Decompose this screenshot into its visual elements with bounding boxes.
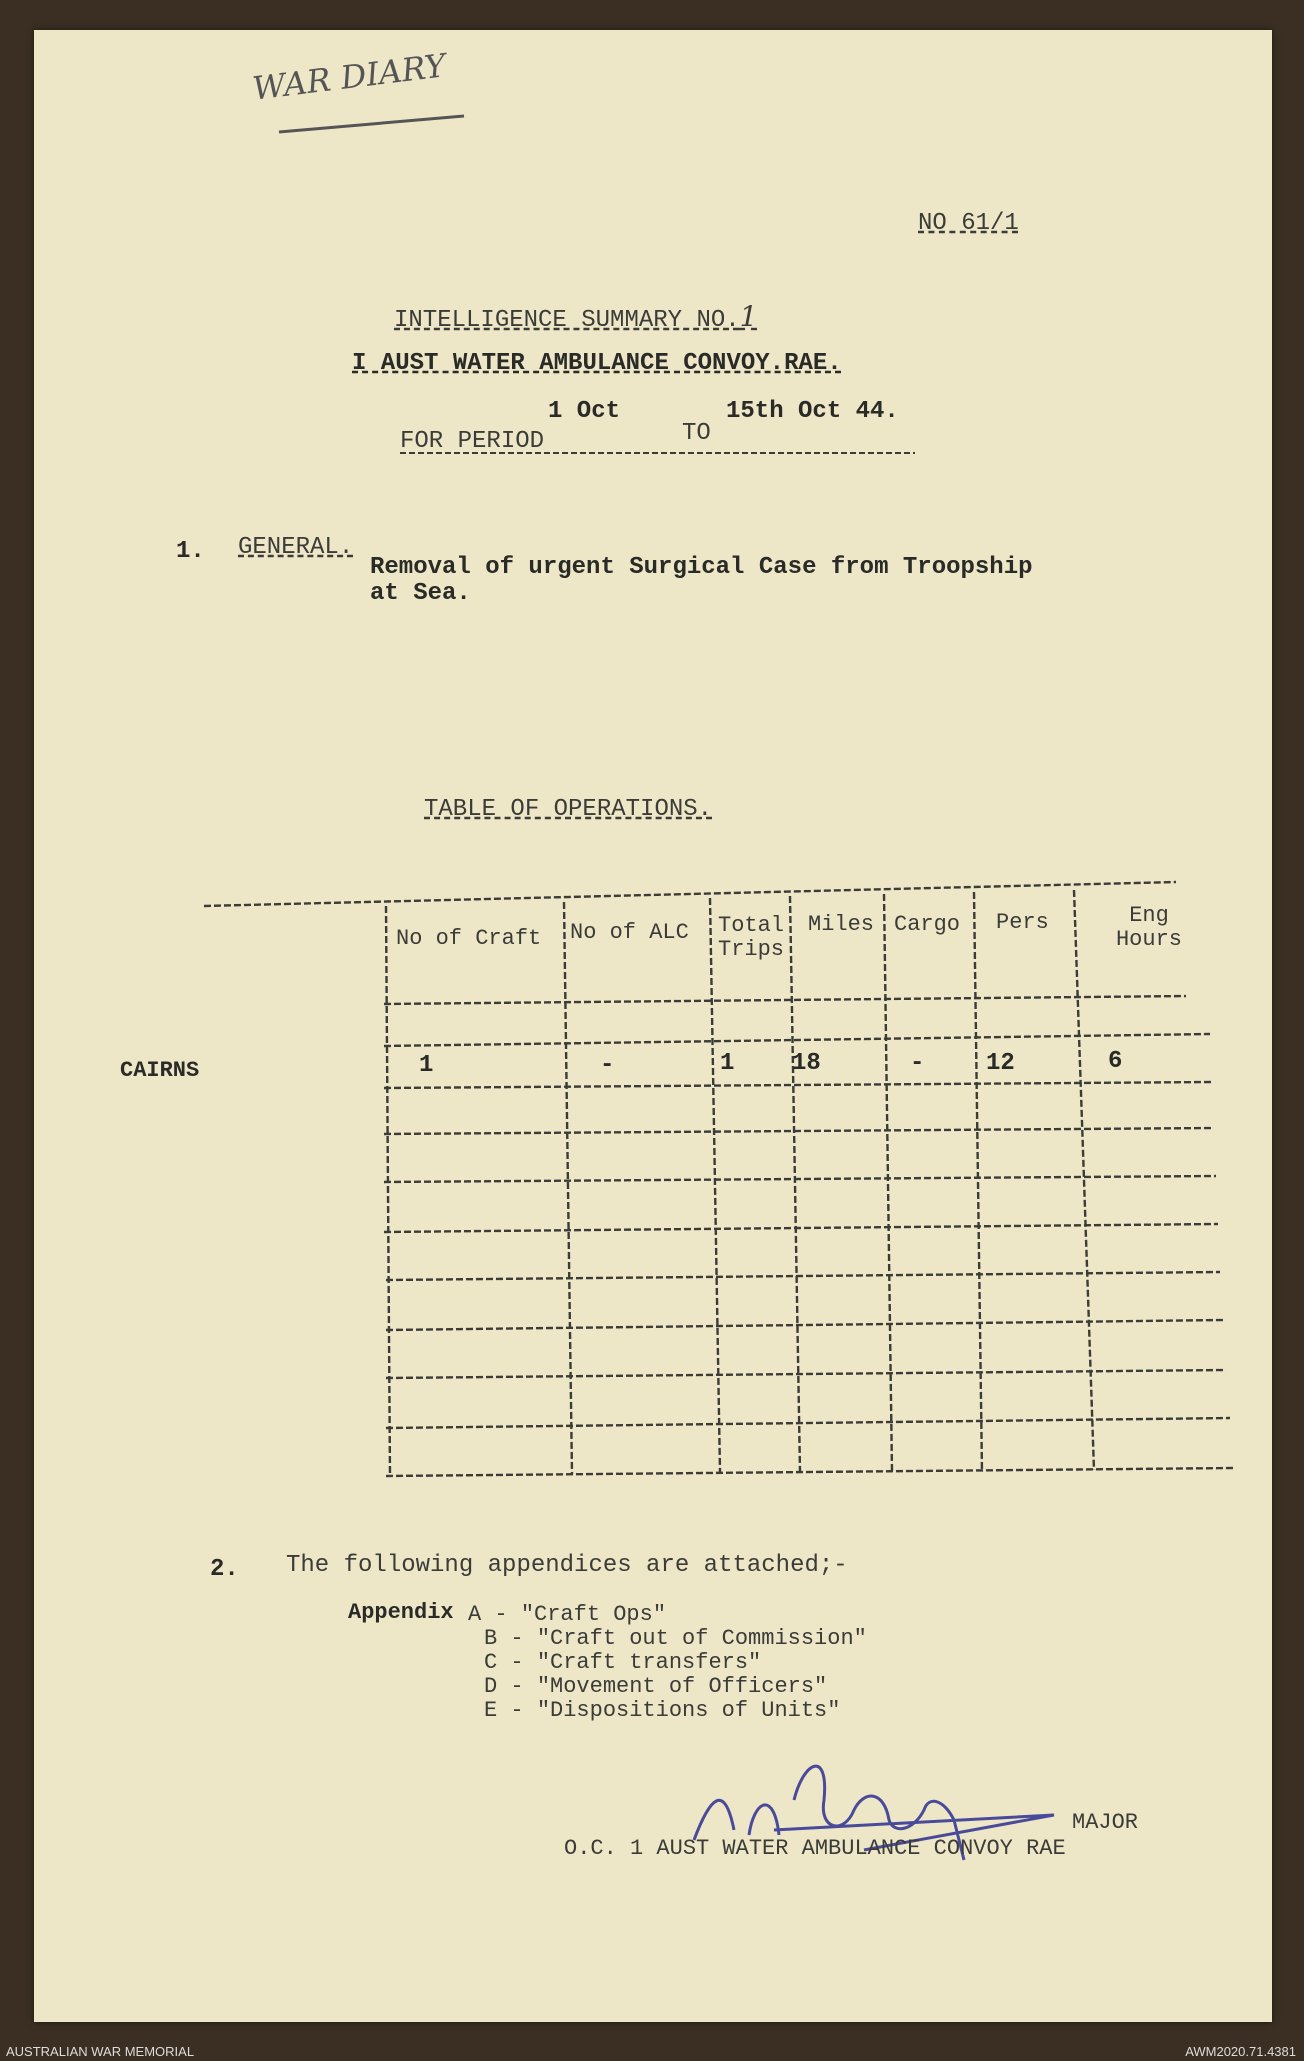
col-header-no-of-craft: No of Craft	[396, 926, 542, 951]
unit-name: I AUST WATER AMBULANCE CONVOY.RAE.	[352, 350, 842, 377]
appendix-item-e: E - "Dispositions of Units"	[484, 1698, 841, 1723]
cell-no-of-alc: -	[600, 1052, 615, 1079]
appendix-label: Appendix	[348, 1600, 454, 1625]
col-header-total-trips: Total Trips	[718, 913, 785, 962]
appendix-item-a: A - "Craft Ops"	[468, 1602, 667, 1627]
col-header-pers: Pers	[996, 910, 1049, 935]
period-to-word: TO	[682, 420, 711, 447]
reference-number: NO 61/1	[918, 210, 1019, 237]
col-header-eng-hours: Eng Hours	[1115, 903, 1182, 952]
period-from: 1 Oct	[548, 398, 621, 425]
document-page	[34, 30, 1272, 2022]
appendix-item-d: D - "Movement of Officers"	[484, 1674, 828, 1699]
general-text-line2: at Sea.	[370, 580, 471, 607]
col-header-cargo: Cargo	[894, 912, 961, 937]
table-title: TABLE OF OPERATIONS.	[424, 796, 713, 823]
war-diary-annotation: WAR DIARY	[250, 46, 448, 108]
summary-title: INTELLIGENCE SUMMARY NO.1	[394, 300, 758, 334]
signature-title: O.C. 1 AUST WATER AMBULANCE CONVOY RAE	[564, 1836, 1066, 1861]
row-location-cairns: CAIRNS	[120, 1058, 200, 1083]
col-header-miles: Miles	[808, 912, 875, 937]
cell-eng-hours: 6	[1108, 1048, 1123, 1075]
section-1-number: 1.	[176, 538, 205, 565]
col-header-no-of-alc: No of ALC	[570, 920, 689, 945]
appendices-intro: The following appendices are attached;-	[286, 1552, 848, 1579]
footer-right: AWM2020.71.4381	[1185, 2044, 1296, 2059]
section-2-number: 2.	[210, 1556, 239, 1583]
period-to: 15th Oct 44.	[726, 398, 899, 425]
signature-rank: MAJOR	[1072, 1810, 1139, 1835]
footer-left: AUSTRALIAN WAR MEMORIAL	[6, 2044, 195, 2059]
appendix-item-c: C - "Craft transfers"	[484, 1650, 762, 1675]
period-prefix: FOR PERIOD	[400, 428, 545, 455]
operations-table-grid	[34, 30, 1272, 2022]
appendix-item-b: B - "Craft out of Commission"	[484, 1626, 867, 1651]
cell-cargo: -	[910, 1050, 925, 1077]
cell-miles: 18	[792, 1050, 821, 1077]
general-heading: GENERAL.	[238, 534, 354, 561]
cell-no-of-craft: 1	[419, 1052, 434, 1079]
general-text-line1: Removal of urgent Surgical Case from Troopship	[370, 554, 1033, 581]
cell-total-trips: 1	[720, 1050, 735, 1077]
cell-pers: 12	[986, 1050, 1015, 1077]
